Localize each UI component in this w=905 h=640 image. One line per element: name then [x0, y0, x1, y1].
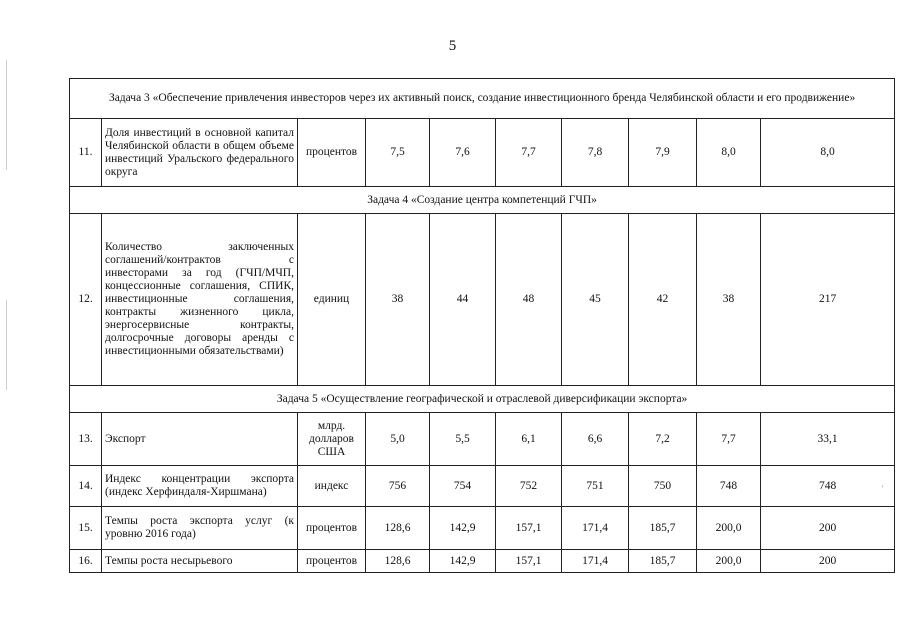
indicator-name: Количество заключенных соглашений/контрактов с инвесторами за год (ГЧП/МЧП, концессионные соглашения, СПИК, инвестиционные соглашения, контракты жизненного цикла, энергосервисные контракты, долгосрочные договоры аренды с инвестиционными обязательствами) — [102, 214, 298, 386]
unit-cell: процентов — [298, 119, 366, 187]
value-cell: 5,5 — [430, 413, 496, 466]
value-cell: 45 — [562, 214, 629, 386]
task-4-heading: Задача 4 «Создание центра компетенций ГЧП» — [70, 187, 895, 214]
table-row — [70, 466, 895, 507]
value-cell: 7,8 — [562, 119, 629, 187]
value-cell: 42 — [629, 214, 697, 386]
unit-cell: процентов — [298, 507, 366, 550]
total-value-cell: 8,0 — [761, 119, 895, 187]
value-cell: 5,0 — [366, 413, 430, 466]
value-cell: 38 — [366, 214, 430, 386]
row-number: 13. — [70, 413, 102, 466]
indicator-name: Темпы роста несырьевого — [102, 550, 298, 573]
indicator-name: Экспорт — [102, 413, 298, 466]
value-cell: 7,6 — [430, 119, 496, 187]
value-cell: 171,4 — [562, 550, 629, 573]
value-cell: 7,7 — [697, 413, 761, 466]
indicator-name: Темпы роста экспорта услуг (к уровню 2016 года) — [102, 507, 298, 550]
value-cell: 752 — [496, 466, 562, 507]
unit-cell: единиц — [298, 214, 366, 386]
unit-cell: процентов — [298, 550, 366, 573]
value-cell: 142,9 — [430, 507, 496, 550]
value-cell: 7,9 — [629, 119, 697, 187]
indicator-name: Индекс концентрации экспорта (индекс Херфиндаля-Хиршмана) — [102, 466, 298, 507]
value-cell: 157,1 — [496, 550, 562, 573]
value-cell: 128,6 — [366, 550, 430, 573]
value-cell: 748 — [697, 466, 761, 507]
row-number: 16. — [70, 550, 102, 573]
value-cell: 8,0 — [697, 119, 761, 187]
total-value-cell: 217 — [761, 214, 895, 386]
value-cell: 750 — [629, 466, 697, 507]
row-number: 15. — [70, 507, 102, 550]
value-cell: 6,1 — [496, 413, 562, 466]
table-row — [70, 550, 895, 573]
table-row — [70, 214, 895, 386]
value-cell: 7,7 — [496, 119, 562, 187]
table-row — [70, 413, 895, 466]
value-cell: 185,7 — [629, 507, 697, 550]
value-cell: 157,1 — [496, 507, 562, 550]
value-cell: 171,4 — [562, 507, 629, 550]
unit-cell: индекс — [298, 466, 366, 507]
table-row — [70, 119, 895, 187]
binding-margin-line — [6, 300, 7, 390]
binding-margin-line — [6, 60, 7, 170]
value-cell: 200,0 — [697, 507, 761, 550]
task-5-heading: Задача 5 «Осуществление географической и отраслевой диверсификации экспорта» — [70, 386, 895, 413]
value-cell: 7,2 — [629, 413, 697, 466]
total-value-cell: 200 — [761, 550, 895, 573]
value-cell: 751 — [562, 466, 629, 507]
task-row — [70, 386, 895, 413]
value-cell: 756 — [366, 466, 430, 507]
row-number: 11. — [70, 119, 102, 187]
task-3-heading: Задача 3 «Обеспечение привлечения инвесторов через их активный поиск, создание инвестиционного бренда Челябинской области и его продвижение» — [70, 79, 895, 119]
total-value-cell: 33,1 — [761, 413, 895, 466]
total-value-cell: 200 — [761, 507, 895, 550]
value-cell: 128,6 — [366, 507, 430, 550]
value-cell: 142,9 — [430, 550, 496, 573]
value-cell: 754 — [430, 466, 496, 507]
value-cell: 48 — [496, 214, 562, 386]
value-cell: 44 — [430, 214, 496, 386]
table-row — [70, 507, 895, 550]
value-cell: 185,7 — [629, 550, 697, 573]
row-number: 12. — [70, 214, 102, 386]
total-value-cell: 748 — [761, 466, 895, 507]
value-cell: 6,6 — [562, 413, 629, 466]
unit-cell: млрд. долларов США — [298, 413, 366, 466]
task-row — [70, 79, 895, 119]
value-cell: 200,0 — [697, 550, 761, 573]
value-cell: 38 — [697, 214, 761, 386]
page-number: 5 — [448, 38, 457, 54]
indicator-name: Доля инвестиций в основной капитал Челябинской области в общем объеме инвестиций Уральского федерального округа — [102, 119, 298, 187]
task-row — [70, 187, 895, 214]
value-cell: 7,5 — [366, 119, 430, 187]
indicators-table — [69, 78, 895, 573]
row-number: 14. — [70, 466, 102, 507]
scan-mark: ' — [881, 484, 883, 493]
